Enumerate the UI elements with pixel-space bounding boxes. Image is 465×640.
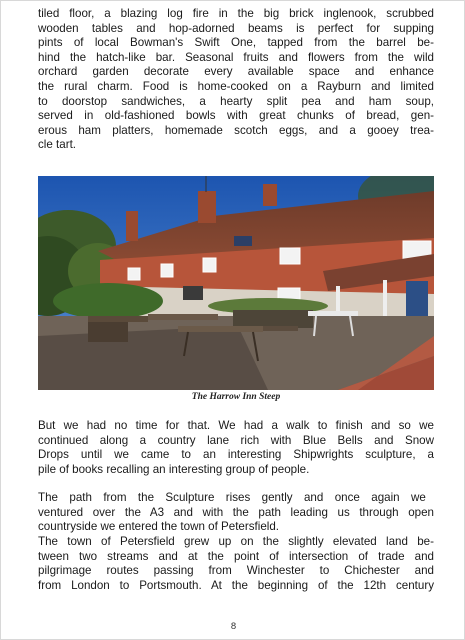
paragraph-path [38,491,434,535]
text-line: The path from the Sculpture rises gently and once again we [38,491,426,504]
text-line: from London to Portsmouth. At the beginning of the 12th century [38,578,434,592]
paragraph-walk [38,419,434,477]
text-line: hind the hatch-like bar. Seasonal fruits and flowers from the wild [38,50,434,64]
text-line: pile of books recalling an interesting group of people. [38,462,310,476]
paragraph-pub-description [38,7,434,153]
text-line: continued along a country lane rich with Blue Bells and Snow [38,433,434,447]
text-line: tiled floor, a blazing log fire in the big brick inglenook, scrubbed [38,7,434,20]
text-line: But we had no time for that. We had a walk to finish and so we [38,419,434,432]
text-line: cle tart. [38,138,77,152]
text-line: wooden tables and hop-adorned beams is perfect for supping [38,21,434,35]
text-line: The town of Petersfield grew up on the slightly elevated land be- [38,535,434,548]
text-line: countryside we entered the town of Petersfield. [38,520,280,534]
text-line: orchard garden decorate every available space and enhance [38,65,434,79]
photo-caption: The Harrow Inn Steep [191,392,281,402]
text-line: served in old-fashioned bowls with great chunks of bread, gen- [38,109,434,123]
text-line: Drops until we came to an interesting Shipwrights sculpture, a [38,448,434,462]
text-line: pilgrimage routes passing from Winchester to Chichester and [38,564,434,578]
page-number: 8 [230,621,237,632]
text-line: ventured over the A3 and with the path leading us through open [38,505,434,519]
text-line: pints of local Bowman's Swift One, tapped from the barrel be- [38,36,434,50]
text-line: tween two streams and at the point of intersection of trade and [38,549,434,563]
pub-photo [38,176,434,390]
text-line: to doorstop sandwiches, a hearty split pea and ham soup, [38,94,434,108]
text-line: erous ham platters, homemade scotch eggs, and a gooey trea- [38,123,434,137]
text-line: the rural charm. Food is home-cooked on a Rayburn and limited [38,79,434,93]
paragraph-petersfield [38,535,434,593]
